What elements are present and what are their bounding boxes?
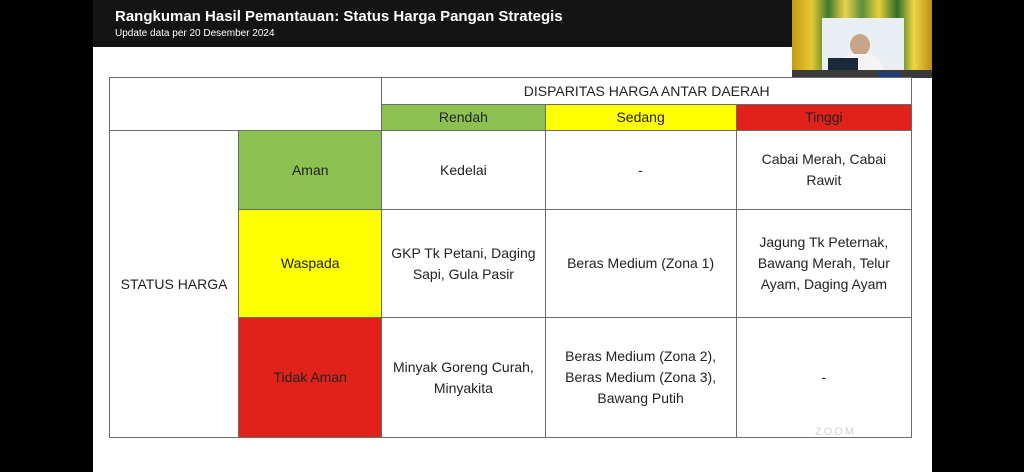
cell-aman-tinggi: Cabai Merah, Cabai Rawit: [736, 131, 911, 210]
cell-waspada-tinggi: Jagung Tk Peternak, Bawang Merah, Telur Ayam, Daging Ayam: [736, 210, 911, 318]
column-header-tinggi: Tinggi: [736, 105, 911, 131]
row-label-tidak-aman: Tidak Aman: [239, 318, 382, 438]
cell-aman-rendah: Kedelai: [382, 131, 545, 210]
webcam-video-tile[interactable]: [792, 0, 932, 78]
cell-tidak-aman-sedang: Beras Medium (Zona 2), Beras Medium (Zona 3), Bawang Putih: [545, 318, 736, 438]
zoom-watermark: ZOOM: [815, 426, 856, 438]
status-disparity-matrix: [109, 77, 912, 438]
presentation-slide: [93, 0, 932, 472]
row-label-waspada: Waspada: [239, 210, 382, 318]
slide-title: Rangkuman Hasil Pemantauan: Status Harga Pangan Strategis: [115, 8, 563, 25]
cell-tidak-aman-rendah: Minyak Goreng Curah, Minyakita: [382, 318, 545, 438]
empty-corner-cell: [110, 78, 382, 131]
row-group-header: STATUS HARGA: [110, 131, 239, 438]
cell-aman-sedang: -: [545, 131, 736, 210]
cell-waspada-rendah: GKP Tk Petani, Daging Sapi, Gula Pasir: [382, 210, 545, 318]
column-group-header: DISPARITAS HARGA ANTAR DAERAH: [382, 78, 912, 105]
cell-tidak-aman-tinggi: -: [736, 318, 911, 438]
speaker-head: [850, 34, 870, 56]
row-label-aman: Aman: [239, 131, 382, 210]
column-header-rendah: Rendah: [382, 105, 545, 131]
slide-subtitle: Update data per 20 Desember 2024: [115, 28, 275, 39]
column-header-sedang: Sedang: [545, 105, 736, 131]
cell-waspada-sedang: Beras Medium (Zona 1): [545, 210, 736, 318]
